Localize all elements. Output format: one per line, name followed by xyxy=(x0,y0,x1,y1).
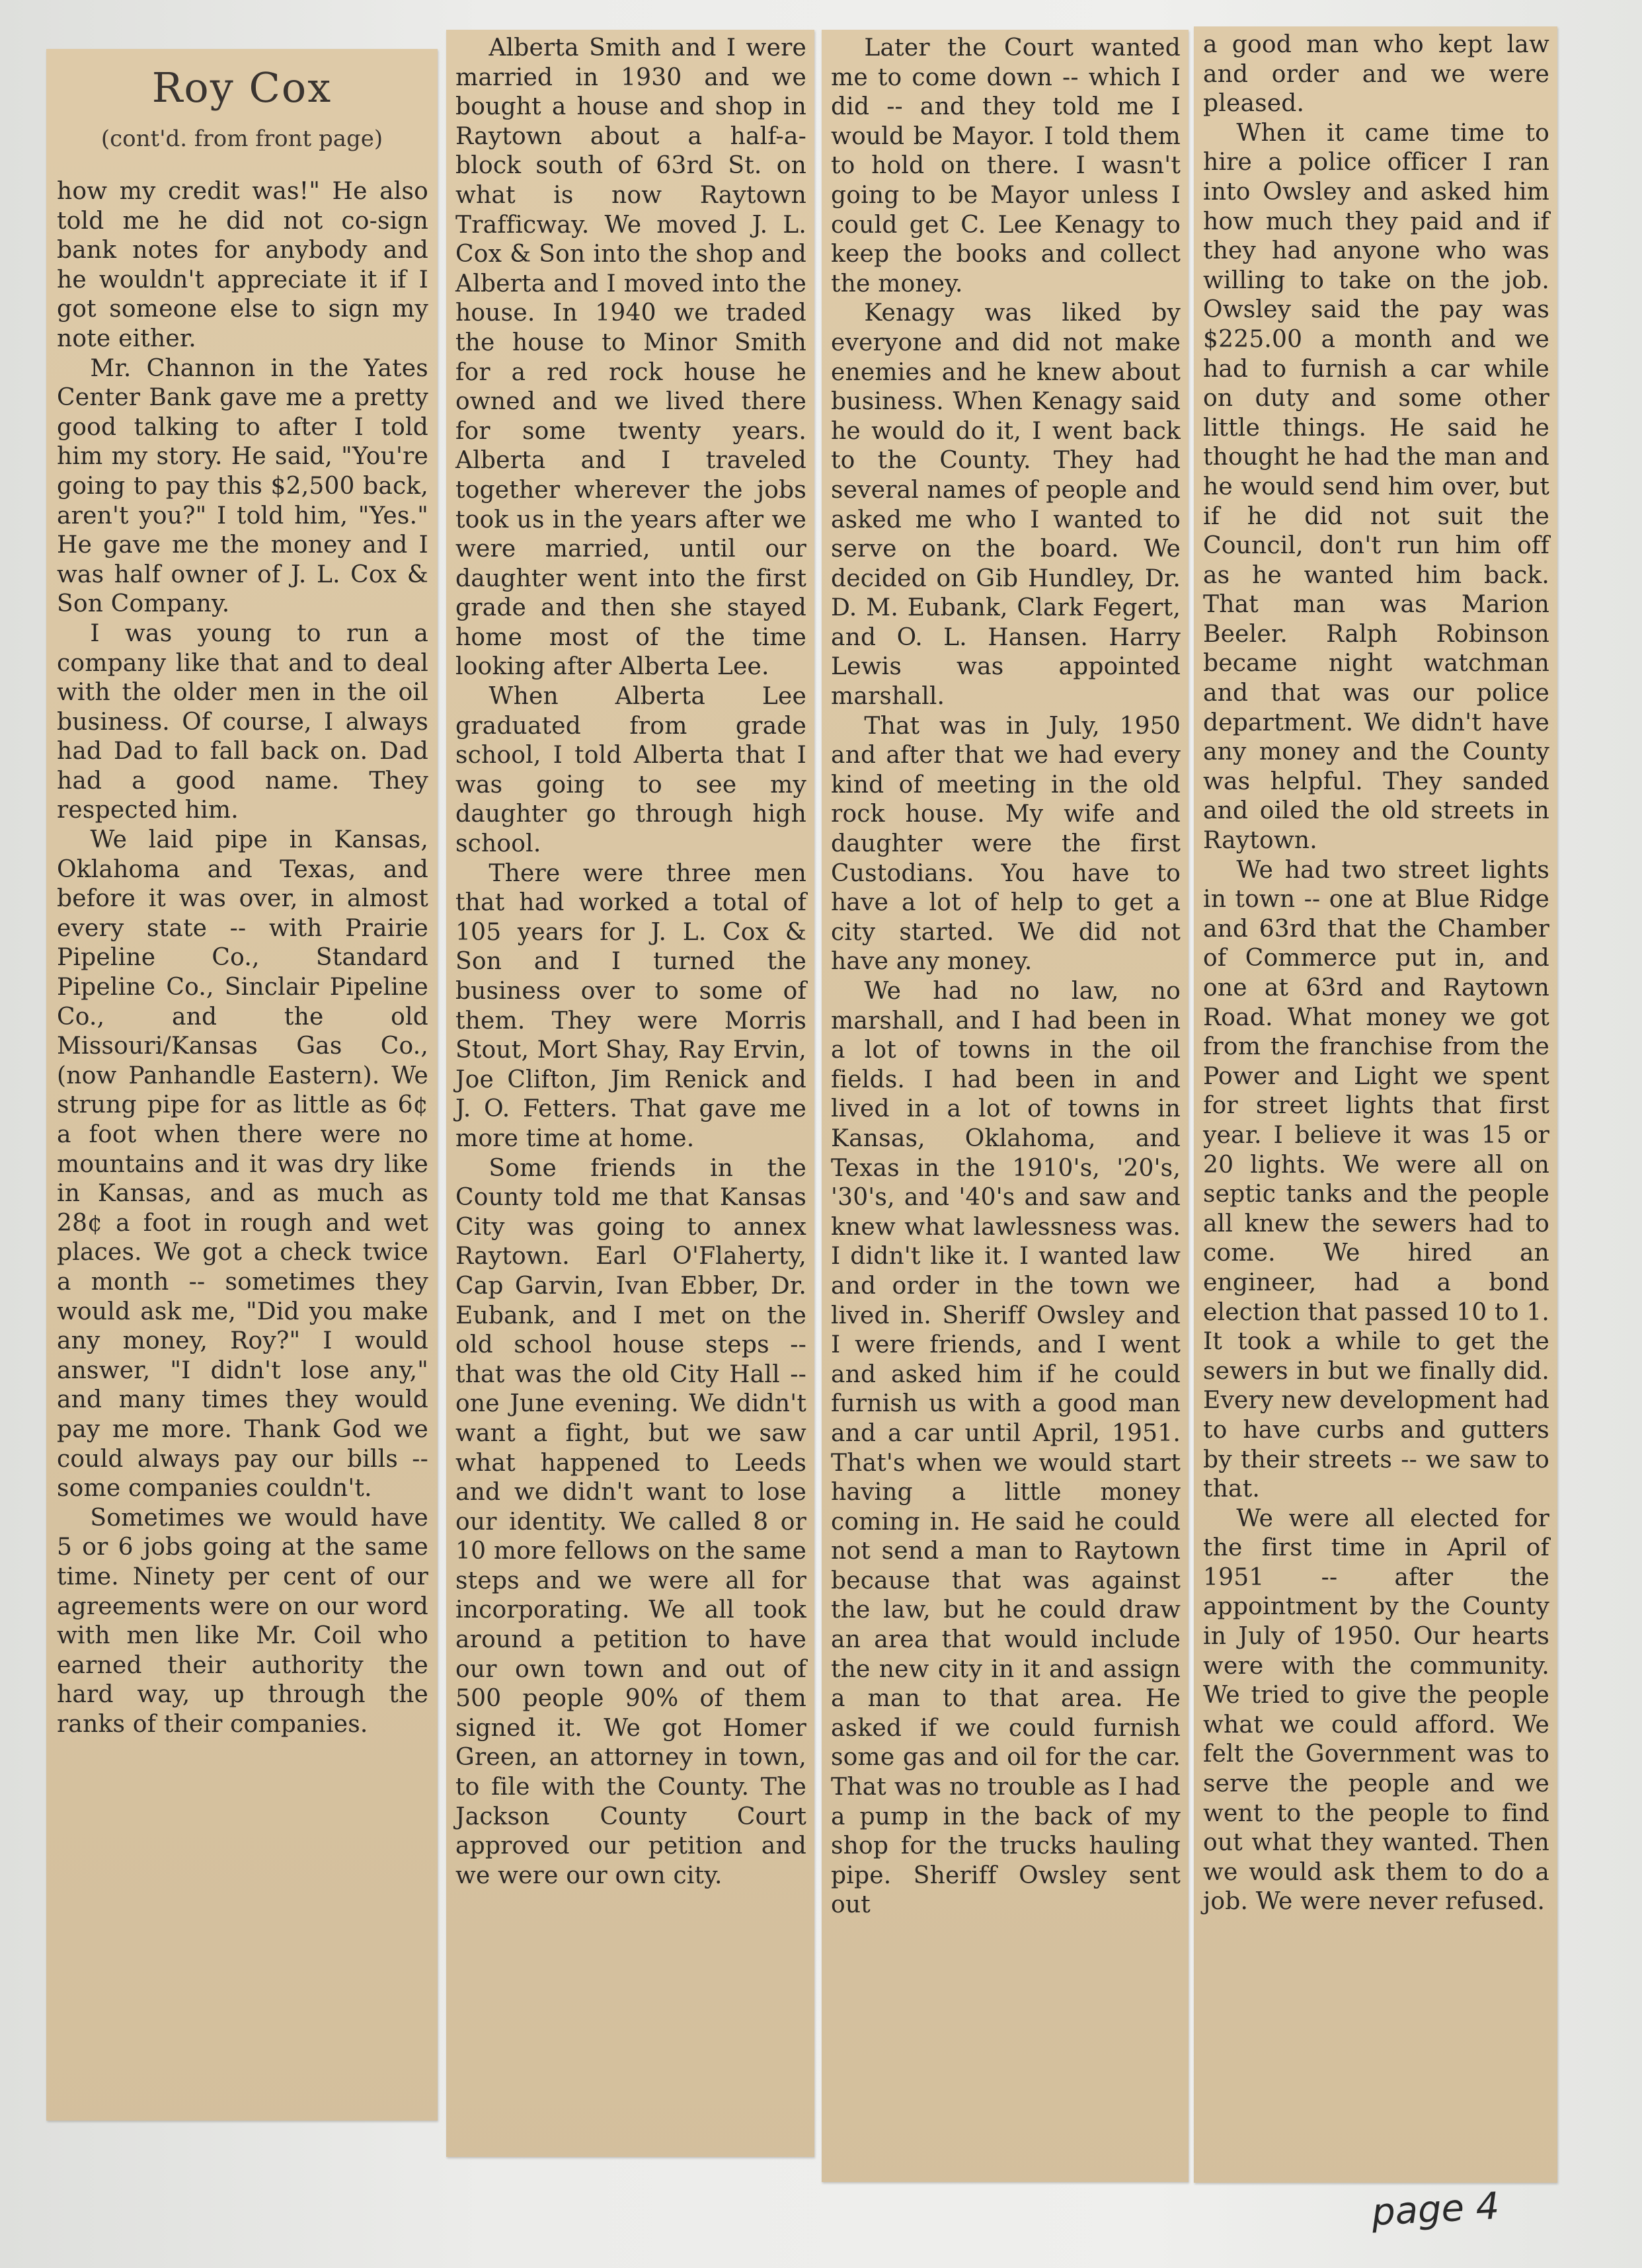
paragraph: That was in July, 1950 and after that we had every kind of meeting in the old rock house. My wife and daughter were the first Custodians. You have to have a lot of help to get a city started. We did not have any money. xyxy=(831,712,1181,976)
paragraph: a good man who kept law and order and we were pleased. xyxy=(1203,31,1549,118)
paragraph: There were three men that had worked a total of 105 years for J. L. Cox & Son and I turned the business over to some of them. They were Morris Stout, Mort Shay, Ray Ervin, Joe Clifton, Jim Renick and J. O. Fetters. That gave me more time at home. xyxy=(455,859,806,1152)
handwritten-page-number: page 4 xyxy=(1370,2184,1501,2235)
clipping-column-4 xyxy=(1194,26,1557,2183)
paragraph: Kenagy was liked by everyone and did not make enemies and he knew about business. When Kenagy said he would do it, I went back to the County. They had several names of people and asked me who I wanted to serve on the board. We decided on Gib Hundley, Dr. D. M. Eubank, Clark Fegert, and O. L. Hansen. Harry Lewis was appointed marshall. xyxy=(831,299,1181,711)
clipping-column-1 xyxy=(46,49,438,2121)
continued-note: (cont'd. from front page) xyxy=(100,126,383,152)
paragraph: We laid pipe in Kansas, Oklahoma and Texas, and before it was over, in almost every state -- with Prairie Pipeline Co., Standard Pipeline Co., Sinclair Pipeline Co., and the old Missouri/Kansas Gas Co., (now Panhandle Eastern). We strung pipe for as little as 6¢ a foot when there were no mountains and it was dry like in Kansas, and as much as 28¢ a foot in rough and wet places. We got a check twice a month -- sometimes they would ask me, "Did you make any money, Roy?" I would answer, "I didn't lose any," and many times they would pay me more. Thank God we could always pay our bills -- some companies couldn't. xyxy=(57,826,428,1503)
paragraph: When it came time to hire a police officer I ran into Owsley and asked him how much they paid and if they had anyone who was willing to take on the job. Owsley said the pay was $225.00 a month and we had to furnish a car while on duty and some other little things. He said he thought he had the man and he would send him over, but if he did not suit the Council, don't run him off as he wanted him back. That man was Marion Beeler. Ralph Robinson became night watchman and that was our police department. We didn't have any money and the County was helpful. They sanded and oiled the old streets in Raytown. xyxy=(1203,119,1549,855)
clipping-column-2 xyxy=(446,30,814,2157)
paragraph: When Alberta Lee graduated from grade school, I told Alberta that I was going to see my daughter go through high school. xyxy=(455,683,806,858)
paragraph: Sometimes we would have 5 or 6 jobs going at the same time. Ninety per cent of our agreements were on our word with men like Mr. Coil who earned their authority the hard way, up through the ranks of their companies. xyxy=(57,1504,428,1738)
paragraph: Some friends in the County told me that Kansas City was going to annex Raytown. Earl O'Flaherty, Cap Garvin, Ivan Ebber, Dr. Eubank, and I met on the old school house steps -- that was the old City Hall -- one June evening. We didn't want a fight, but we saw what happened to Leeds and we didn't want to lose our identity. We called 8 or 10 more fellows on the same steps and we were all for incorporating. We all took around a petition to have our own town and out of 500 people 90% of them signed it. We got Homer Green, an attorney in town, to file with the County. The Jackson County Court approved our petition and we were our own city. xyxy=(455,1154,806,1889)
paragraph: Mr. Channon in the Yates Center Bank gave me a pretty good talking to after I told him my story. He said, "You're going to pay this $2,500 back, aren't you?" I told him, "Yes." He gave me the money and I was half owner of J. L. Cox & Son Company. xyxy=(57,354,428,618)
article-headline: Roy Cox xyxy=(151,63,332,112)
paragraph: We had no law, no marshall, and I had been in a lot of towns in the oil fields. I had been in and lived in a lot of towns in Kansas, Oklahoma, and Texas in the 1910's, '20's, '30's, and '40's and saw and knew what lawlessness was. I didn't like it. I wanted law and order in the town we lived in. Sheriff Owsley and I were friends, and I went and asked him if he could furnish us with a good man and a car until April, 1951. That's when we would start having a little money coming in. He said he could not send a man to Raytown because that was against the law, but he could draw an area that would include the new city in it and assign a man to that area. He asked if we could furnish some gas and oil for the car. That was no trouble as I had a pump in the back of my shop for the trucks hauling pipe. Sheriff Owsley sent out xyxy=(831,978,1181,1919)
paragraph: I was young to run a company like that and to deal with the older men in the oil business. Of course, I always had Dad to fall back on. Dad had a good name. They respected him. xyxy=(57,619,428,824)
clipping-column-3 xyxy=(822,30,1189,2182)
paragraph: Later the Court wanted me to come down -- which I did -- and they told me I would be Mayor. I told them to hold on there. I wasn't going to be Mayor unless I could get C. Lee Kenagy to keep the books and collect the money. xyxy=(831,34,1181,297)
paragraph: how my credit was!" He also told me he did not co-sign bank notes for anybody and he wouldn't appreciate it if I got someone else to sign my note either. xyxy=(57,178,428,352)
paragraph: Alberta Smith and I were married in 1930 and we bought a house and shop in Raytown about a half-a-block south of 63rd St. on what is now Raytown Trafficway. We moved J. L. Cox & Son into the shop and Alberta and I moved into the house. In 1940 we traded the house to Minor Smith for a red rock house he owned and we lived there for some twenty years. Alberta and I traveled together wherever the jobs took us in the years after we were married, until our daughter went into the first grade and then she stayed home most of the time looking after Alberta Lee. xyxy=(455,34,806,681)
paragraph: We were all elected for the first time in April of 1951 -- after the appointment by the County in July of 1950. Our hearts were with the community. We tried to give the people what we could afford. We felt the Government was to serve the people and we went to the people to find out what they wanted. Then we would ask them to do a job. We were never refused. xyxy=(1203,1505,1549,1916)
paragraph: We had two street lights in town -- one at Blue Ridge and 63rd that the Chamber of Commerce put in, and one at 63rd and Raytown Road. What money we got from the franchise from the Power and Light we spent for street lights that first year. I believe it was 15 or 20 lights. We were all on septic tanks and the people all knew the sewers had to come. We hired an engineer, had a bond election that passed 10 to 1. It took a while to get the sewers in but we finally did. Every new development had to have curbs and gutters by their streets -- we saw to that. xyxy=(1203,856,1549,1503)
